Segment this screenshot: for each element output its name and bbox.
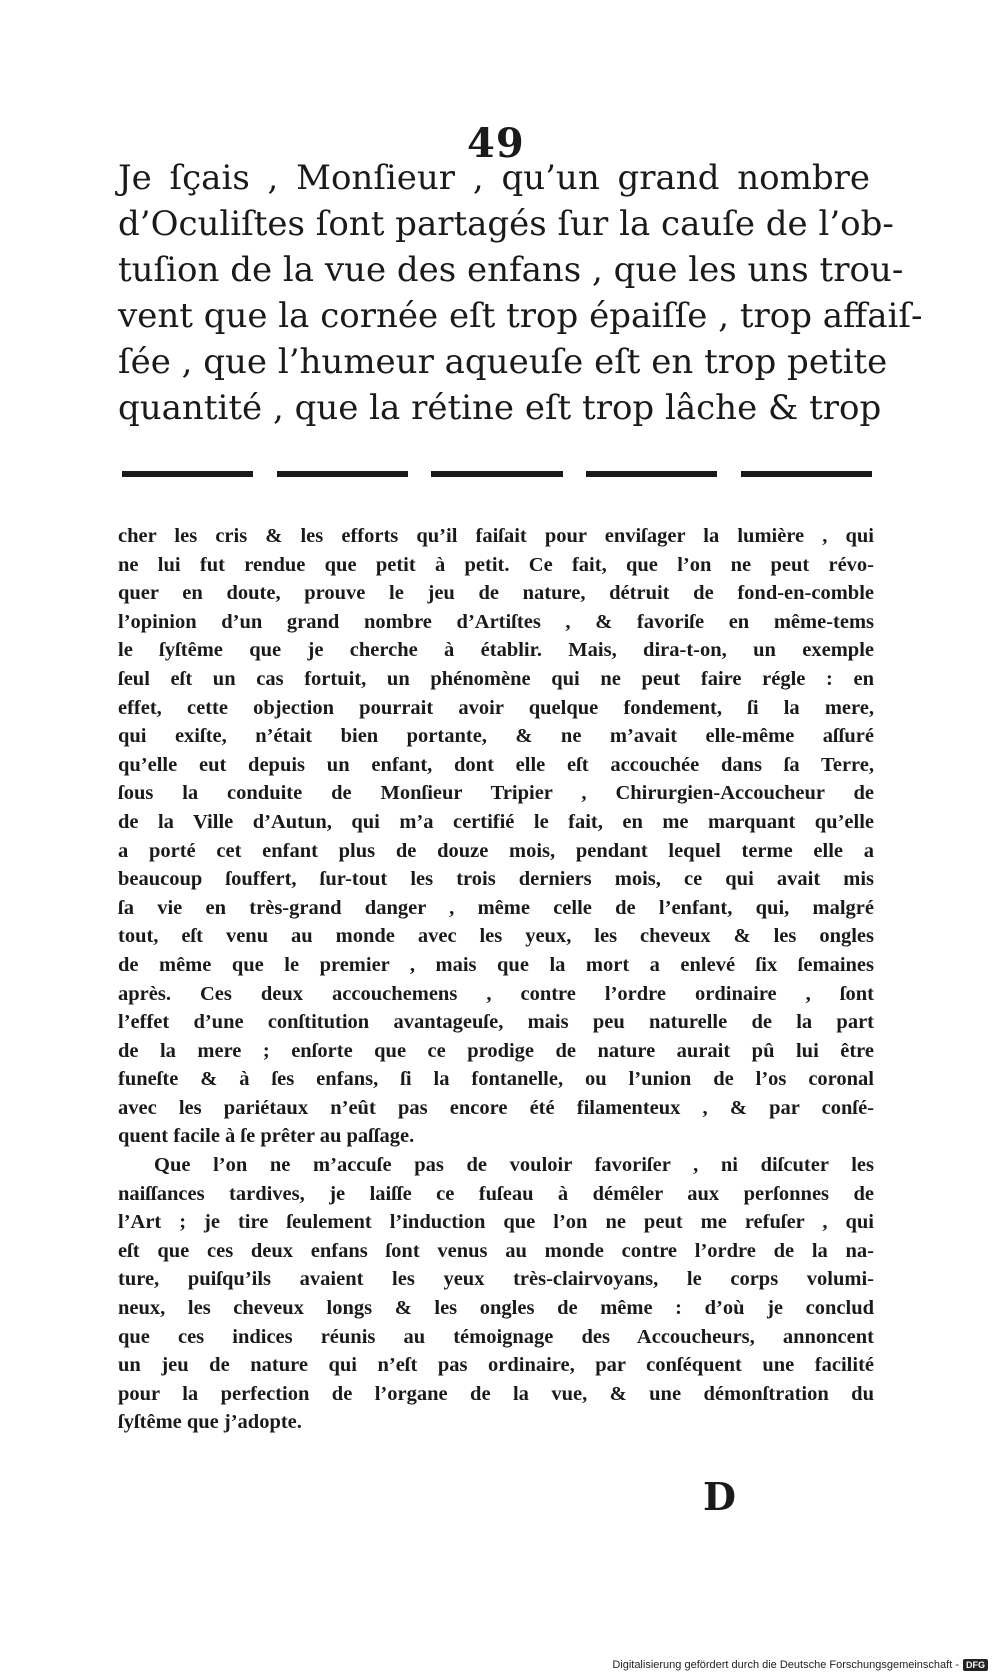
body-text <box>118 522 874 1437</box>
section-divider <box>122 471 872 479</box>
body-line: cher les cris & les efforts qu’il faiſait pour enviſager la lumière , qui <box>118 525 874 547</box>
body-line: un jeu de nature qui n’eſt pas ordinaire, par conſéquent une facilité <box>118 1354 874 1377</box>
body-line: de même que le premier , mais que la mort a enlevé ſix ſemaines <box>118 953 874 976</box>
body-line: qu’elle eut depuis un enfant, dont elle eſt accouchée dans ſa Terre, <box>118 753 874 776</box>
body-line: Que l’on ne m’accuſe pas de vouloir favoriſer , ni diſcuter les <box>154 1154 874 1177</box>
body-line: de la mere ; enſorte que ce prodige de nature aurait pû lui être <box>118 1039 874 1062</box>
body-line: quent facile à ſe prêter au paſſage. <box>118 1125 415 1148</box>
body-line: ne lui fut rendue que petit à petit. Ce fait, que l’on ne peut révo- <box>118 553 874 576</box>
top-line: ſée , que l’humeur aqueuſe eſt en trop petite <box>118 342 888 382</box>
page-number: 49 <box>467 120 525 167</box>
top-paragraph <box>118 155 923 431</box>
footer-text: Digitalisierung gefördert durch die Deutsche Forschungsgemeinschaft - <box>612 1659 959 1671</box>
body-line: l’effet d’une conſtitution avantageuſe, mais peu naturelle de la part <box>118 1011 874 1034</box>
body-line: avec les pariétaux n’eût pas encore été filamenteux , & par conſé- <box>118 1096 874 1119</box>
top-line: quantité , que la rétine eſt trop lâche & trop <box>118 388 882 428</box>
body-line: eſt que ces deux enfans ſont venus au monde contre l’ordre de la na- <box>118 1239 874 1262</box>
body-line: a porté cet enfant plus de douze mois, pendant lequel terme elle a <box>118 839 874 862</box>
body-line: après. Ces deux accouchemens , contre l’ordre ordinaire , ſont <box>118 982 874 1005</box>
top-line: vent que la cornée eſt trop épaiſſe , trop affaiſ- <box>118 296 923 336</box>
body-line: qui exiſte, n’était bien portante, & ne m’avait elle-même aſſuré <box>118 725 874 748</box>
body-line: ture, puiſqu’ils avaient les yeux très-clairvoyans, le corps volumi- <box>118 1268 874 1291</box>
body-line: le ſyſtême que je cherche à établir. Mais, dira-t-on, un exemple <box>118 639 874 662</box>
body-line: tout, eſt venu au monde avec les yeux, les cheveux & les ongles <box>118 925 874 948</box>
body-line: naiſſances tardives, je laiſſe ce fuſeau à démêler aux perſonnes de <box>118 1182 874 1205</box>
top-line: d’Oculiſtes ſont partagés ſur la cauſe de l’ob- <box>118 204 894 244</box>
body-line: que ces indices réunis au témoignage des Accoucheurs, annoncent <box>118 1325 874 1348</box>
divider-segment <box>431 471 562 477</box>
body-line: ſyſtême que j’adopte. <box>118 1411 302 1434</box>
body-line: neux, les cheveux longs & les ongles de même : d’où je conclud <box>118 1297 874 1320</box>
body-line: l’Art ; je tire ſeulement l’induction que l’on ne peut me refuſer , qui <box>118 1211 874 1234</box>
body-line: ſous la conduite de Monſieur Tripier , Chirurgien-Accoucheur de <box>118 782 874 805</box>
top-line: tuſion de la vue des enfans , que les uns trou- <box>118 250 904 290</box>
divider-segment <box>122 471 253 477</box>
body-line: pour la perfection de l’organe de la vue, & une démonſtration du <box>118 1382 874 1405</box>
body-line: effet, cette objection pourrait avoir quelque fondement, ſi la mere, <box>118 696 874 719</box>
footer <box>612 1659 988 1671</box>
divider-segment <box>586 471 717 477</box>
body-line: beaucoup ſouffert, ſur-tout les trois derniers mois, ce qui avait mis <box>118 868 874 891</box>
divider-segment <box>741 471 872 477</box>
body-line: l’opinion d’un grand nombre d’Artiſtes , & favoriſe en même-tems <box>118 610 874 633</box>
body-line: funeſte & à ſes enfans, ſi la fontanelle, ou l’union de l’os coronal <box>118 1068 874 1091</box>
body-line: de la Ville d’Autun, qui m’a certifié le fait, en me marquant qu’elle <box>118 810 874 833</box>
top-line: Je ſçais , Monſieur , qu’un grand nombre <box>118 158 870 198</box>
body-line: ſeul eſt un cas fortuit, un phénomène qui ne peut faire régle : en <box>118 667 874 690</box>
dfg-logo-badge: DFG <box>963 1659 988 1671</box>
divider-segment <box>277 471 408 477</box>
body-line: quer en doute, prouve le jeu de nature, détruit de fond-en-comble <box>118 582 874 605</box>
body-line: ſa vie en très-grand danger , même celle de l’enfant, qui, malgré <box>118 896 874 919</box>
signature-mark: D <box>703 1474 736 1519</box>
